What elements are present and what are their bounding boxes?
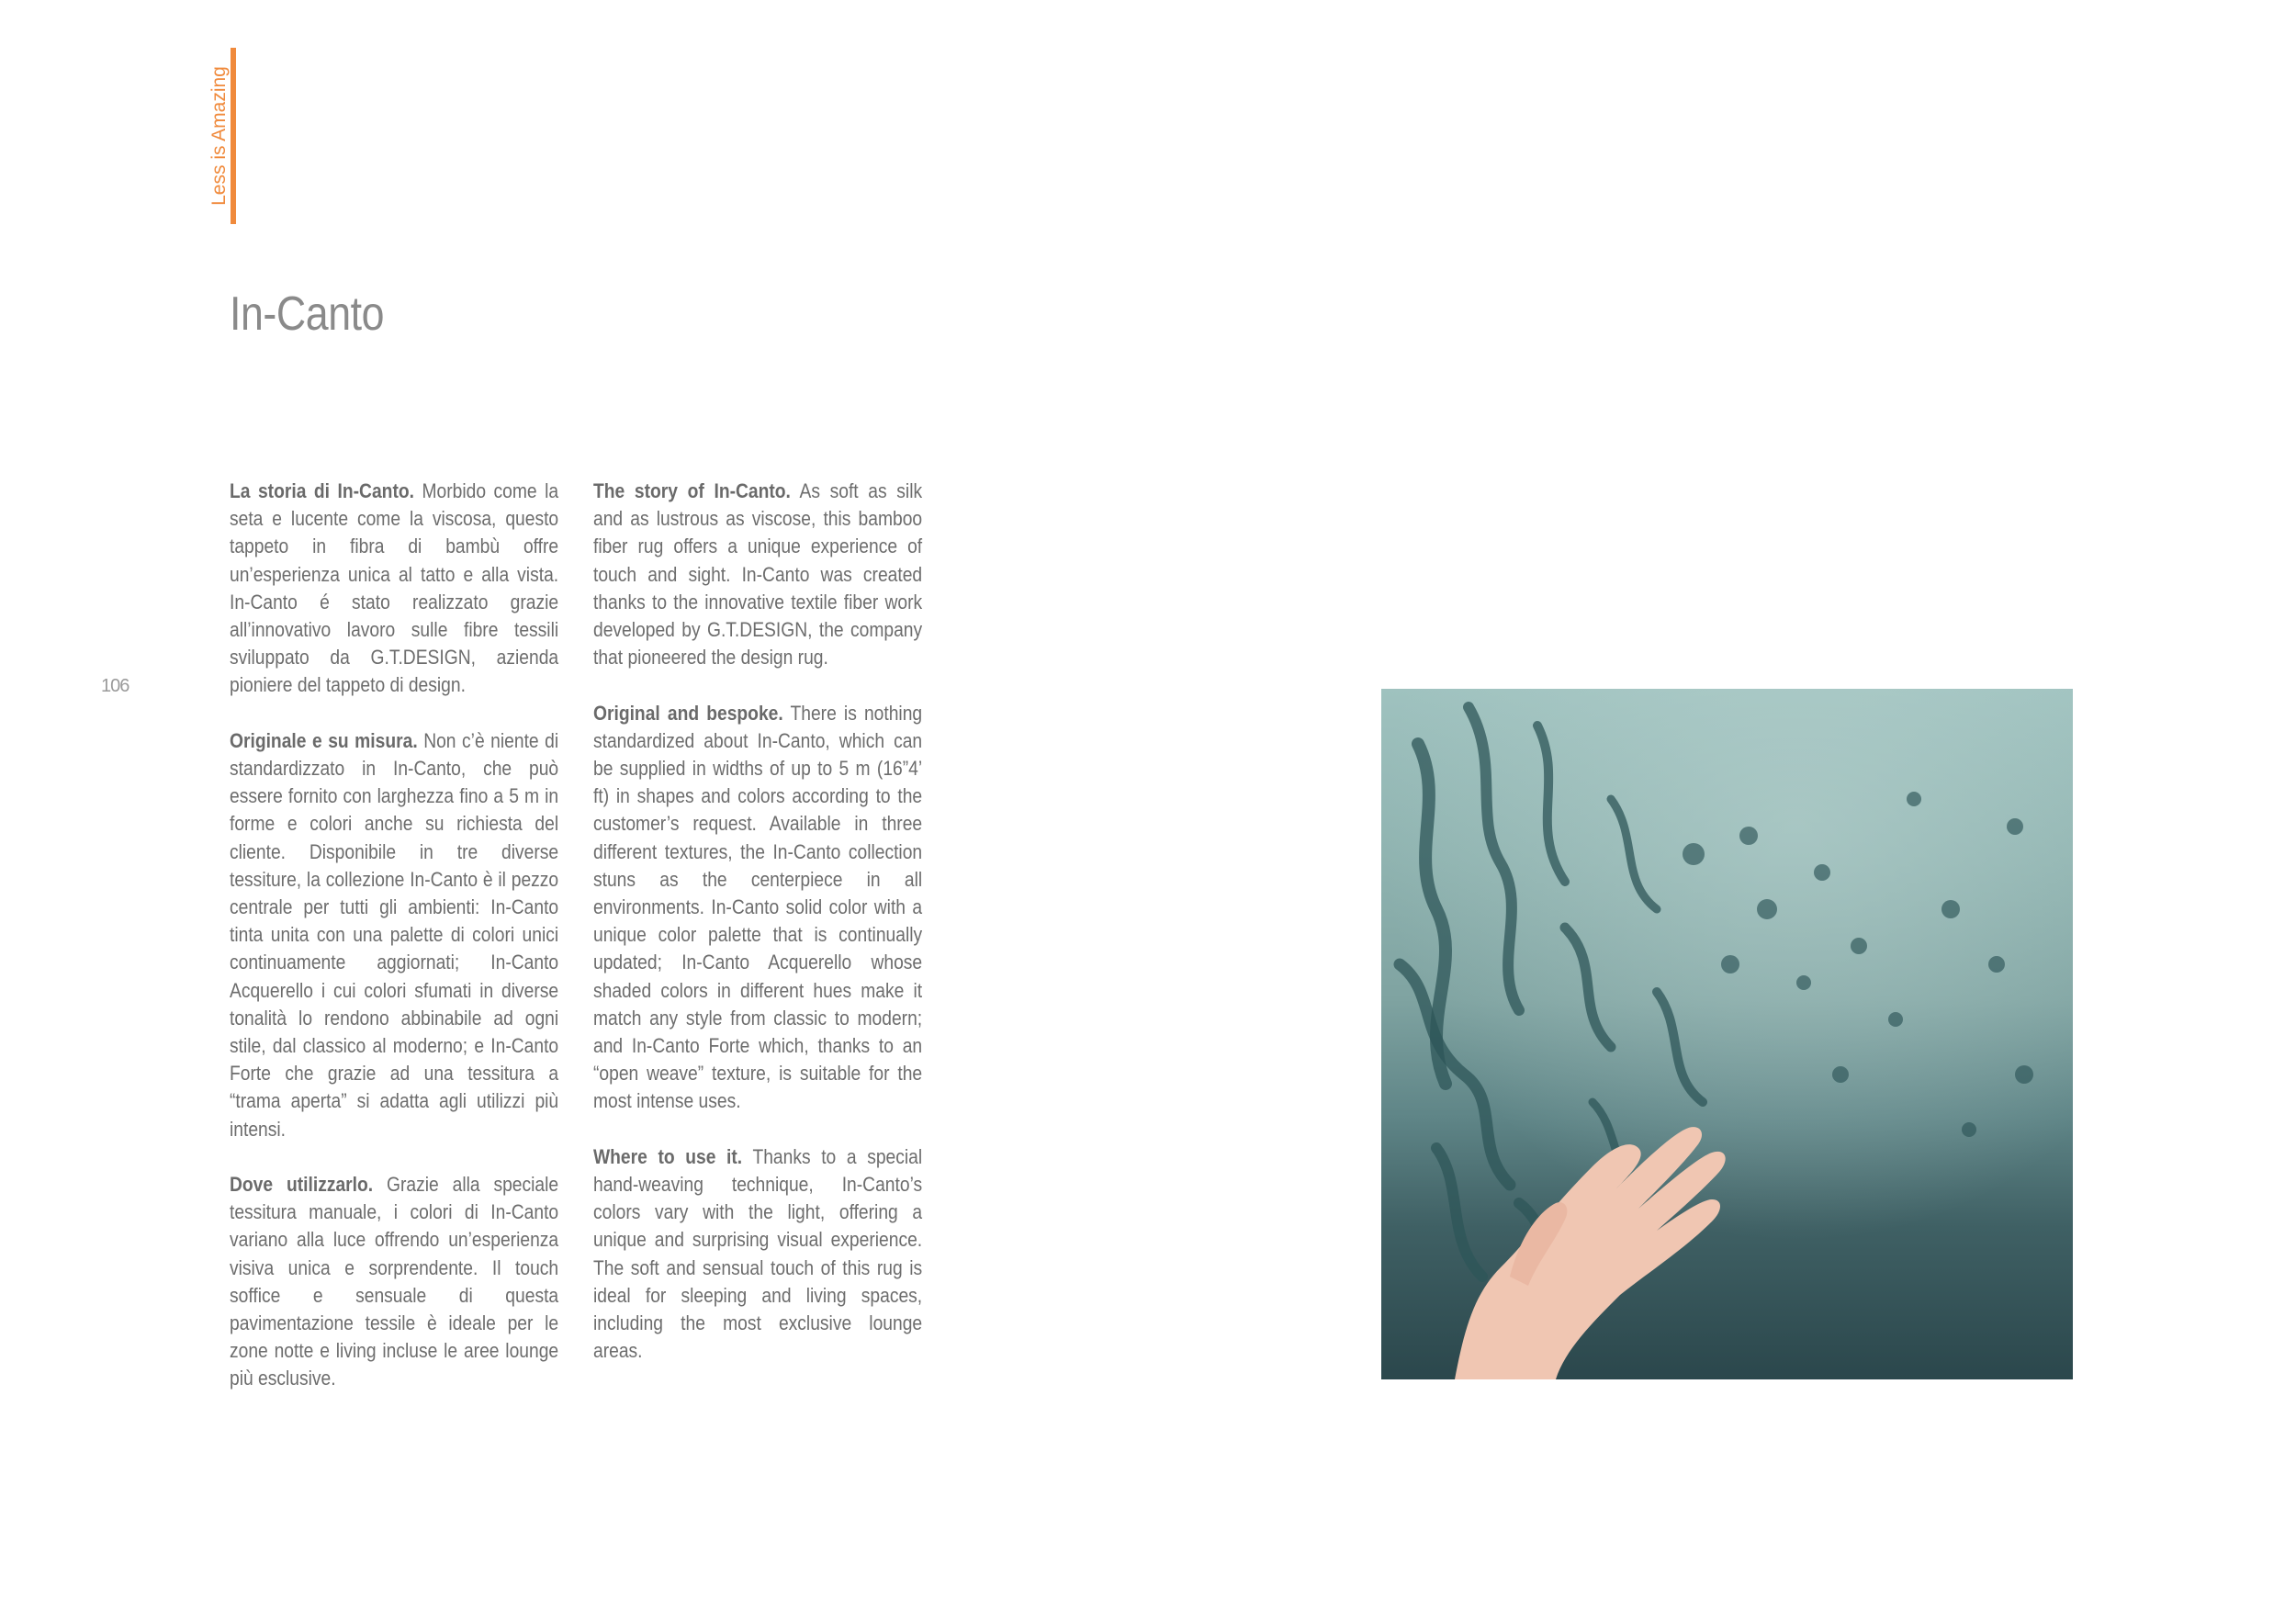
paragraph-body: Morbido come la seta e lucente come la viscosa, questo tappeto in fibra di bambù offre un’esperienza unica al tatto e alla vista. In-Canto é stato realizzato grazie all’innovativo lavoro sulle fibre tessili sviluppato da G.T.DESIGN, azienda pioniere del tappeto di design. [230,479,559,697]
paragraph-body: Non c’è niente di standardizzato in In-Canto, che può essere fornito con larghezza fino a 5 m in forme e colori anche su richiesta del cliente. Disponibile in tre diverse tessiture, la collezione In-Canto è il pezzo centrale per tutti gli ambienti: In-Canto tinta unita con una palette di colori unici continuamente aggiornati; In-Canto Acquerello i cui colori sfumati in diverse tonalità lo rendono abbinabile ad ogni stile, dal classico al moderno; e In-Canto Forte che grazie ad una tessitura a “trama aperta” si adatta agli utilizzi più intensi. [230,728,559,1141]
english-column [593,478,923,1393]
paragraph-body: There is nothing standardized about In-Canto, which can be supplied in widths of up to 5 m (16”4’ ft) in shapes and colors according to the customer’s request. Available in three different textures, the In-Canto collection stuns as the centerpiece in all environments. In-Canto solid color with a unique color palette that is continually updated; In-Canto Acquerello whose shaded colors in different hues make it match any style from classic to modern; and In-Canto Forte which, thanks to an “open weave” texture, is suitable for the most intense uses. [593,701,923,1113]
paragraph-heading: Originale e su misura. [230,728,418,752]
paragraph [230,727,558,1143]
rug-illustration [1381,689,2073,1379]
paragraph-heading: The story of In-Canto. [593,479,791,502]
paragraph-heading: Where to use it. [593,1144,743,1168]
page-number: 106 [101,676,129,696]
paragraph [593,1143,922,1366]
paragraph-body: As soft as silk and as lustrous as viscose, this bamboo fiber rug offers a unique experience of touch and sight. In-Canto was created thanks to the innovative textile fiber work developed by G.T.DESIGN, the company that pioneered the design rug. [593,479,923,670]
paragraph-body: Grazie alla speciale tessitura manuale, i colori di In-Canto variano alla luce offrendo un’esperienza visiva unica e sorprendente. Il touch soffice e sensuale di questa pavimentazione tessile è ideale per le zone notte e living incluse le aree lounge più esclusive. [230,1173,559,1390]
paragraph [230,1171,558,1393]
section-label-text: Less is Amazing [208,66,230,206]
paragraph [593,700,922,1116]
paragraph-heading: La storia di In-Canto. [230,479,414,502]
italian-column [230,478,559,1421]
section-label [208,48,231,224]
paragraph-heading: Dove utilizzarlo. [230,1173,374,1197]
rug-photo [1381,689,2073,1379]
page-title: In-Canto [230,287,385,341]
paragraph [230,478,558,700]
paragraph-heading: Original and bespoke. [593,701,783,725]
paragraph [593,478,922,671]
paragraph-body: Thanks to a special hand-weaving technique, In-Canto’s colors vary with the light, offering a unique and surprising visual experience. The soft and sensual touch of this rug is ideal for sleeping and living spaces, including the most exclusive lounge areas. [593,1144,923,1363]
